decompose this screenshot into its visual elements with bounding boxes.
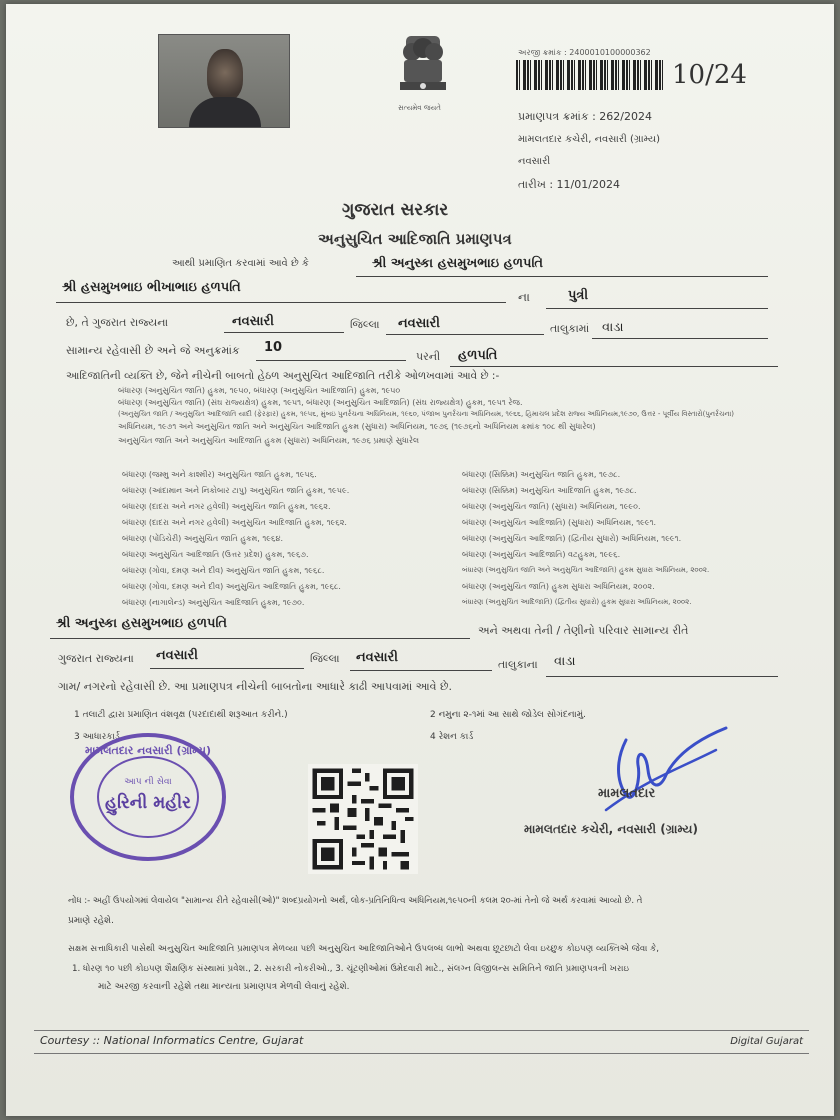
order-top-4: અધિનિયમ, ૧૯૭૧ અને અનુસુચિત જાતિ અને અનુસુચિત આદિજાતિ હુકમ (સુધારા) અધિનિયમ, ૧૯૭૬ (૧૯૭૬નો અધિનિયમ ક્રમાંક ૧૦૮ થી સુધારેલ) — [118, 422, 596, 431]
signatory-office: મામલતદાર કચેરી, નવસારી (ગ્રામ્ય) — [524, 822, 698, 836]
state-label: છે, તે ગુજરાત રાજ્યના — [66, 316, 169, 329]
certificate-number: પ્રમાણપત્ર ક્રમાંક : 262/2024 — [518, 110, 652, 123]
taluka-label-2: તાલુકાના — [498, 658, 538, 671]
taluka-line — [592, 338, 768, 339]
order-left-5: બંધારણ (પોંડિચેરી) અનુસુચિત જાતિ હુકમ, ૧૯૬૪. — [122, 534, 284, 543]
district-line — [386, 334, 544, 335]
tribe-sentence: આદિજાતિની વ્યક્તિ છે, જેને નીચેની બાબતો હેઠળ અનુસુચિત આદિજાતિ તરીકે ઓળખવામાં આવે છે :- — [66, 370, 500, 382]
district-2-line — [350, 670, 492, 671]
order-left-7: બંધારણ (ગોવા, દમણ અને દીવ) અનુસુચિત જાતિ હુકમ, ૧૯૬૮. — [122, 566, 325, 575]
person-name-2-line — [50, 638, 470, 639]
seal-ring-text: મામલતદાર નવસારી (ગ્રામ્ય) — [84, 744, 212, 757]
caste-value: હળપતિ — [458, 348, 498, 363]
caste-line — [450, 366, 778, 367]
serial-value: 10 — [264, 340, 283, 355]
order-left-3: બંધારણ (દાદરા અને નગર હવેલી) અનુસુચિત જાતિ હુકમ, ૧૯૬૨. — [122, 502, 331, 511]
application-number: અરજી ક્રમાંક : 2400010100000362 — [518, 48, 651, 57]
national-emblem-icon — [388, 30, 458, 114]
district-value-2: નવસારી — [356, 650, 398, 665]
village-value: નવસારી — [232, 314, 274, 329]
order-right-6: બંધારણ (અનુસુચિત આદિજાતિ) વટહુકમ, ૧૯૯૬. — [462, 550, 621, 559]
seal-center-text: હુરિની મહીર — [105, 793, 191, 813]
handwritten-number: 10/24 — [672, 60, 747, 90]
basis-3: 3 આધારકાર્ડ — [74, 732, 120, 742]
relation-line — [546, 308, 768, 309]
qr-code-icon — [308, 764, 418, 874]
note-line-1: નોંધ :- અહીં ઉપયોગમાં લેવાયેલ "સામાન્ય રીતે રહેવાસી(ઓ)" શબ્દપ્રયોગનો અર્થ, લોક-પ્રતિનિધિત્વ અધિનિયમ,૧૯૫૦ની કલમ ૨૦-માં તેનો જે અર્થ કરવામાં આવ્યો છે. તે — [68, 896, 643, 906]
benefit-line-1: સક્ષમ સત્તાધિકારી પાસેથી અનુસુચિત આદિજાતિ પ્રમાણપત્ર મેળવ્યા પછી અનુસુચિત આદિજાતિઓને ઉપલબ્ધ લાભો અથવા છૂટછાટો લેવા ઇચ્છુક કોઇપણ વ્યક્તિએ જેવા કે, — [68, 944, 660, 954]
state-label-2: ગુજરાત રાજ્યના — [58, 652, 134, 665]
order-left-4: બંધારણ (દાદરા અને નગર હવેલી) અનુસુચિત આદિજાતિ હુકમ, ૧૯૬૨. — [122, 518, 347, 527]
person-name-line — [356, 276, 768, 277]
issuing-city: નવસારી — [518, 156, 551, 167]
person-name-2: શ્રી અનુસ્કા હસમુખભાઇ હળપતિ — [56, 616, 228, 631]
district-label: જિલ્લા — [350, 318, 380, 331]
issued-sentence: ગામ/ નગરનો રહેવાસી છે. આ પ્રમાણપત્ર નીચેની બાબતોના આધારે કાઢી આપવામાં આવે છે. — [58, 680, 453, 693]
basis-2: 2 નમુના ૨-૧માં આ સાથે જોડેલ સોગંદનામું. — [430, 710, 586, 720]
basis-4: 4 રેશન કાર્ડ — [430, 732, 474, 742]
basis-1: 1 તલાટી દ્વારા પ્રમાણિત વંશવૃક્ષ (પરદાદાથી શરૂઆત કરીને.) — [74, 710, 288, 720]
footer-bar — [34, 1030, 809, 1054]
taluka-2-line — [546, 676, 778, 677]
district-label-2: જિલ્લા — [310, 652, 340, 665]
certificate-title: અનુસુચિત આદિજાતિ પ્રમાણપત્ર — [318, 230, 512, 248]
order-right-8: બંધારણ (અનુસુચિત જાતિ) હુકમ સુધારા અધિનિયમ, ૨૦૦૨. — [462, 582, 655, 591]
emblem-caption: સત્યમેવ જયતે — [398, 104, 441, 112]
government-title: ગુજરાત સરકાર — [342, 200, 449, 220]
order-left-6: બંધારણ અનુસુચિત આદિજાતિ (ઉત્તર પ્રદેશ) હુકમ, ૧૯૬૭. — [122, 550, 309, 559]
footer-courtesy: Courtesy :: National Informatics Centre, Gujarat — [40, 1034, 304, 1047]
order-left-9: બંધારણ (નાગાલેન્ડ) અનુસુચિત આદિજાતિ હુકમ, ૧૯૭૦. — [122, 598, 305, 607]
order-top-2: બંધારણ (અનુસુચિત જાતિ) (સંઘ રાજ્યક્ષેત્ર) હુકમ, ૧૯૫૧, બંધારણ (અનુસુચિત આદિજાતિ) (સંઘ રાજ્યક્ષેત્ર) હુકમ, ૧૯૫૧ રેજ. — [118, 398, 523, 407]
taluka-label: તાલુકામાં — [550, 322, 590, 335]
certify-label: આથી પ્રમાણિત કરવામાં આવે છે કે — [172, 258, 309, 269]
benefit-line-2: 1. ધોરણ ૧૦ પછી કોઇપણ શૈક્ષણિક સંસ્થામાં પ્રવેશ., 2. સરકારી નોકરીઓ., 3. ચૂંટણીઓમાં ઉમેદવારી માટે., સંલગ્ન વિજીલન્સ સમિતિને જાતિ પ્રમાણપત્રની ખરાઇ — [72, 964, 630, 974]
order-left-2: બંધારણ (આંદામાન અને નિકોબાર ટાપુ) અનુસુચિત જાતિ હુકમ, ૧૯૫૯. — [122, 486, 350, 495]
order-right-5: બંધારણ (અનુસુચિત આદિજાતિ) (દ્વિતીય સુધારો) અધિનિયમ, ૧૯૯૧. — [462, 534, 682, 543]
order-right-1: બંધારણ (સિક્કિમ) અનુસુચિત જાતિ હુકમ, ૧૯૭૮. — [462, 470, 621, 479]
order-top-1: બંધારણ (અનુસુચિત જાતિ) હુકમ, ૧૯૫૦, બંધારણ (અનુસુચિત આદિજાતિ) હુકમ, ૧૯૫૦ — [118, 386, 401, 395]
signatory-title: મામલતદાર — [598, 786, 656, 801]
caste-label: પરની — [416, 350, 441, 363]
district-value: નવસારી — [398, 316, 440, 331]
issuing-office: મામલતદાર કચેરી, નવસારી (ગ્રામ્ય) — [518, 134, 661, 145]
signature-icon — [586, 720, 736, 820]
order-right-4: બંધારણ (અનુસુચિત આદિજાતિ) (સુધારા) અધિનિયમ, ૧૯૯૧. — [462, 518, 657, 527]
order-right-9: બંધારણ (અનુસુચિત આદિજાતિ) (દ્વિતીય સુધારો) હુકમ સુધારા અધિનિયમ, ૨૦૦૨. — [462, 598, 692, 606]
father-name-line — [56, 302, 506, 303]
order-right-7: બંધારણ (અનુસુચિત જાતિ અને અનુસુચિત આદિજાતિ) હુકમ સુધારા અધિનિયમ, ૨૦૦૨. — [462, 566, 710, 574]
village-2-line — [150, 668, 304, 669]
family-label: અને અથવા તેની / તેણીનો પરિવાર સામાન્ય રીતે — [478, 624, 689, 637]
applicant-photo — [158, 34, 290, 128]
taluka-value: વાડા — [602, 320, 624, 335]
certificate-sheet — [6, 4, 834, 1116]
issue-date: તારીખ : 11/01/2024 — [518, 178, 620, 191]
order-top-5: અનુસુચિત જાતિ અને અનુસુચિત આદિજાતિ હુકમ (સુધારા) અધિનિયમ, ૧૯૭૬ પ્રમાણે સુધારેલ — [118, 436, 420, 445]
father-name: શ્રી હસમુખભાઇ ભીખાભાઇ હળપતિ — [62, 280, 241, 295]
serial-line — [256, 360, 406, 361]
order-top-3: (અનુસુચિત જાતિ / અનુસુચિત આદિજાતિ યાદી (ફેરફાર) હુકમ, ૧૯૫૬, મુંબઇ પુનર્રચના અધિનિયમ, ૧૯૬૦, પંજાબ પુનર્રચના અધિનિયમ, ૧૯૬૬, હિમાચલ પ્રદેશ રાજ્ય અધિનિયમ,૧૯૭૦, ઉત્તર - પૂર્વીય વિસ્તારો(પુનર્રચના) — [118, 410, 735, 418]
order-left-8: બંધારણ (ગોવા, દમણ અને દીવ) અનુસુચિત આદિજાતિ હુકમ, ૧૯૬૮. — [122, 582, 341, 591]
footer-digital-gujarat: Digital Gujarat — [730, 1036, 803, 1047]
seal-inner-text: આપ ની સેવા — [124, 777, 172, 787]
photo-face — [207, 49, 243, 101]
village-value-2: નવસારી — [156, 648, 198, 663]
taluka-value-2: વાડા — [554, 654, 576, 669]
order-left-1: બંધારણ (જમ્મુ અને કાશ્મીર) અનુસુચિત જાતિ હુકમ, ૧૯૫૬. — [122, 470, 317, 479]
relation-label: ના — [518, 290, 530, 304]
relation-value: પુત્રી — [568, 288, 589, 303]
order-right-2: બંધારણ (સિક્કિમ) અનુસુચિત આદિજાતિ હુકમ, ૧૯૭૮. — [462, 486, 637, 495]
person-name: શ્રી અનુસ્કા હસમુખભાઇ હળપતિ — [372, 256, 544, 271]
official-seal-icon — [68, 732, 228, 862]
note-line-2: પ્રમાણે રહેશે. — [68, 916, 114, 926]
village-line — [224, 332, 344, 333]
order-right-3: બંધારણ (અનુસુચિત જાતિ) (સુધારા) અધિનિયમ, ૧૯૯૦. — [462, 502, 641, 511]
photo-body — [189, 97, 261, 127]
benefit-line-3: માટે અરજી કરવાની રહેશે તથા માન્યતા પ્રમાણપત્ર મેળવી લેવાનું રહેશે. — [98, 982, 350, 992]
barcode — [516, 60, 666, 90]
resident-label: સામાન્ય રહેવાસી છે અને જે અનુક્રમાંક — [66, 344, 240, 357]
